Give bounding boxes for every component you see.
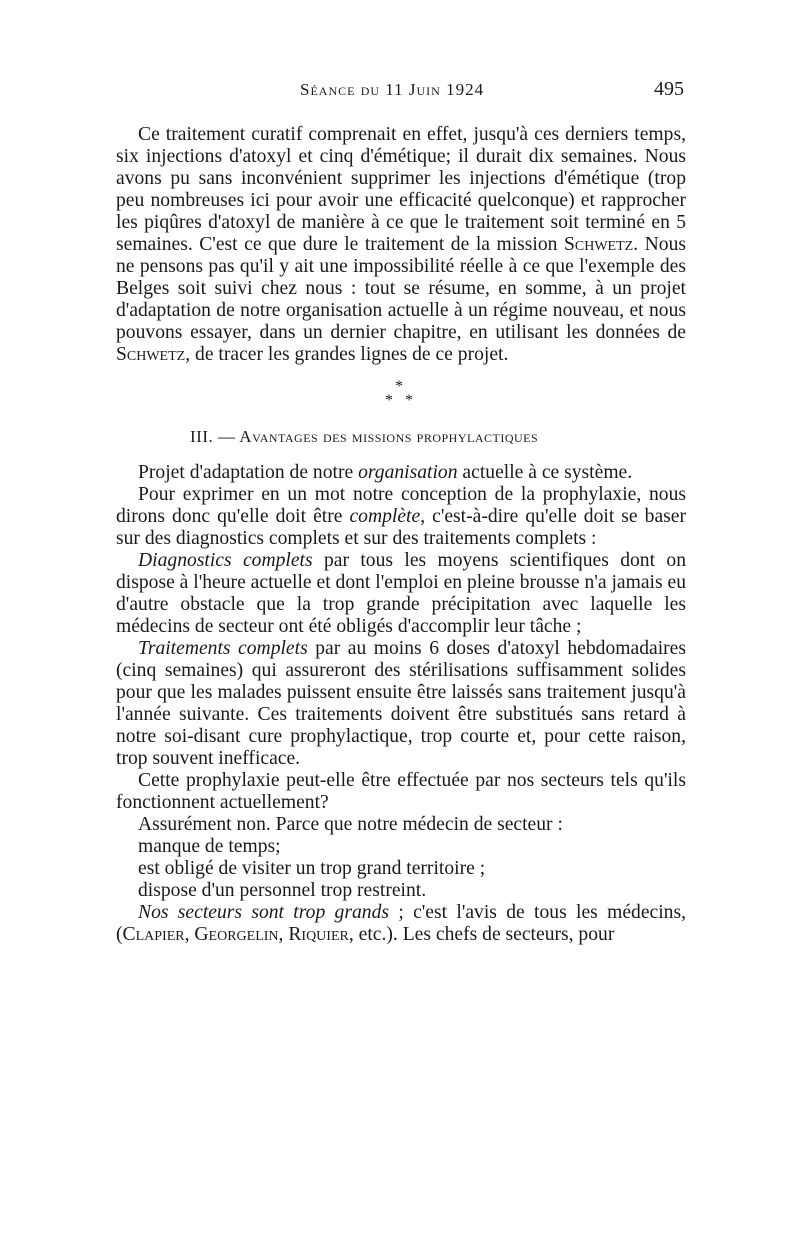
author-name: Schwetz bbox=[116, 344, 186, 365]
paragraph-5: Traitements complets par au moins 6 doses d'atoxyl hebdomadaires (cinq semaines) qui assureront des stérilisations suffisamment solides pour que les malades puissent ensuite être laissés sans traitement jusqu'à l'année suivante. Ces traitements doivent être substitués sans retard à notre soi-disant cure prophylactique, trop courte et, pour cette raison, trop souvent inefficace. bbox=[116, 638, 686, 769]
running-title: Séance du 11 Juin 1924 bbox=[300, 80, 485, 99]
section-heading: III. — Avantages des missions prophylactiques bbox=[190, 427, 539, 446]
author-name: Clapier bbox=[122, 924, 185, 945]
section-separator: * * * bbox=[385, 378, 417, 409]
author-name: Riquier bbox=[288, 924, 349, 945]
paragraph-1: Ce traitement curatif comprenait en effet, jusqu'à ces derniers temps, six injections d'atoxyl et cinq d'émétique; il durait dix semaines. Nous avons pu sans inconvénient supprimer les injections d'émétique (trop peu nombreuses ici pour avoir une efficacité quelconque) et rapprocher les piqûres d'atoxyl de manière à ce que le traitement soit terminé en 5 semaines. C'est ce que dure le traitement de la mission Schwetz. Nous ne pensons pas qu'il y ait une impossibilité réelle à ce que l'exemple des Belges soit suivi chez nous : tout se résume, en somme, à un projet d'adaptation de notre organisation actuelle à un régime nouveau, et nous pouvons essayer, dans un dernier chapitre, en utilisant les données de Schwetz, de tracer les grandes lignes de ce projet. bbox=[116, 124, 687, 365]
page-header bbox=[118, 78, 684, 108]
paragraph-7: Assurément non. Parce que notre médecin de secteur : bbox=[138, 814, 563, 835]
body-text bbox=[116, 124, 686, 946]
paragraph-4: Diagnostics complets par tous les moyens scientifiques dont on dispose à l'heure actuelle et dont l'emploi en pleine brousse n'a jamais eu d'autre obstacle que la trop grande précipitation avec laquelle les médecins de secteur ont été obligés d'accomplir leur tâche ; bbox=[116, 550, 686, 637]
list-item: dispose d'un personnel trop restreint. bbox=[138, 880, 427, 901]
author-name: Schwetz bbox=[564, 234, 634, 255]
list-item: manque de temps; bbox=[138, 836, 281, 857]
paragraph-8: Nos secteurs sont trop grands ; c'est l'avis de tous les médecins, (Clapier, Georgelin, Riquier, etc.). Les chefs de secteurs, pour bbox=[116, 902, 686, 945]
author-name: Georgelin bbox=[194, 924, 279, 945]
list-item: est obligé de visiter un trop grand territoire ; bbox=[138, 858, 486, 879]
page-number: 495 bbox=[654, 78, 684, 100]
paragraph-2: Projet d'adaptation de notre organisation actuelle à ce système. bbox=[138, 462, 633, 483]
paragraph-3: Pour exprimer en un mot notre conception de la prophylaxie, nous dirons donc qu'elle doit être complète, c'est-à-dire qu'elle doit se baser sur des diagnostics complets et sur des traitements complets : bbox=[116, 484, 686, 549]
paragraph-6: Cette prophylaxie peut-elle être effectuée par nos secteurs tels qu'ils fonctionnent actuellement? bbox=[116, 770, 686, 813]
